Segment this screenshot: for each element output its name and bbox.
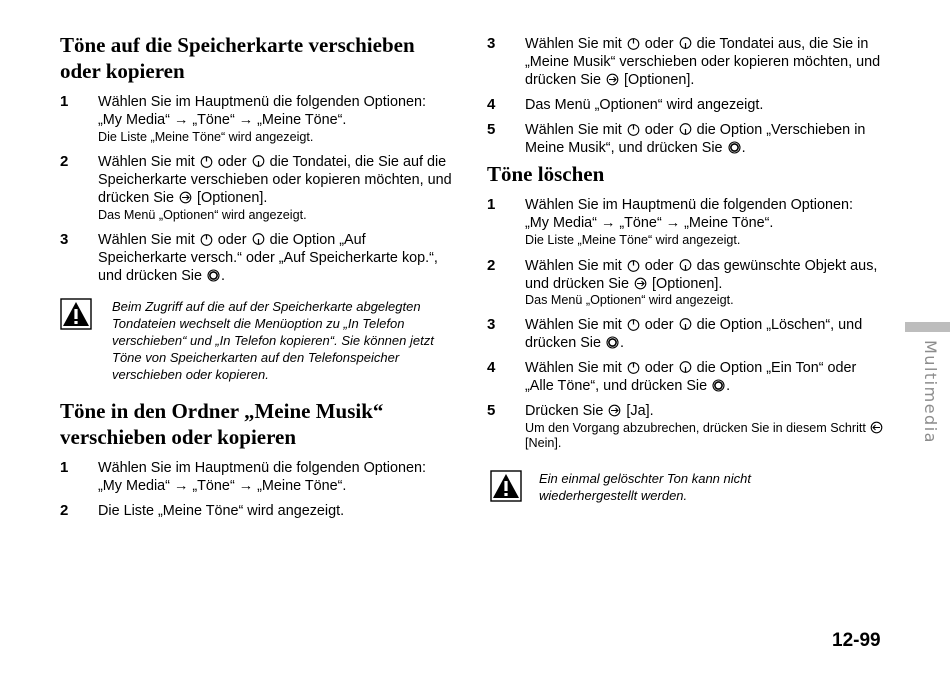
step-text: Wählen Sie im Hauptmenü die folgenden Optionen: „My Media“ → „Töne“ → „Meine Töne“.	[98, 460, 426, 494]
center-key-icon	[728, 141, 741, 154]
down-key-icon	[679, 361, 692, 374]
step-text: Wählen Sie mit oder die Tondatei aus, die Sie in „Meine Musik“ verschieben oder kopieren möchten, und drücken Sie [Optionen].	[525, 36, 881, 88]
step-number: 3	[487, 35, 496, 52]
step-number: 3	[487, 316, 496, 333]
step-text: Wählen Sie mit oder das gewünschte Objekt aus, und drücken Sie [Optionen].	[525, 258, 878, 292]
step-note: Das Menü „Optionen“ wird angezeigt.	[98, 208, 307, 222]
chapter-tab-bar	[905, 322, 950, 332]
step-text: Wählen Sie mit oder die Option „Ein Ton“ oder „Alle Töne“, und drücken Sie .	[525, 360, 857, 394]
page-number: 12-99	[832, 630, 881, 651]
up-key-icon	[627, 318, 640, 331]
up-key-icon	[200, 155, 213, 168]
down-key-icon	[679, 123, 692, 136]
up-key-icon	[200, 233, 213, 246]
step-number: 4	[487, 96, 496, 113]
warning-triangle-icon	[60, 298, 92, 330]
section-heading-move-to-card: Töne auf die Speicherkarte verschieben oder kopieren	[60, 33, 415, 83]
warning-text: Ein einmal gelöschter Ton kann nicht wiederhergestellt werden.	[539, 471, 751, 503]
step-number: 4	[487, 359, 496, 376]
down-key-icon	[679, 318, 692, 331]
section-heading-delete: Töne löschen	[487, 162, 605, 186]
step-text: Drücken Sie [Ja].	[525, 403, 654, 419]
right-softkey-icon	[608, 404, 621, 417]
step-text: Wählen Sie im Hauptmenü die folgenden Optionen: „My Media“ → „Töne“ → „Meine Töne“.	[98, 94, 426, 128]
center-key-icon	[207, 269, 220, 282]
step-text: Wählen Sie im Hauptmenü die folgenden Optionen: „My Media“ → „Töne“ → „Meine Töne“.	[525, 197, 853, 231]
down-key-icon	[252, 233, 265, 246]
left-softkey-icon	[870, 421, 883, 434]
right-softkey-icon	[634, 277, 647, 290]
right-softkey-icon	[606, 73, 619, 86]
up-key-icon	[627, 37, 640, 50]
step-text: Die Liste „Meine Töne“ wird angezeigt.	[98, 503, 345, 519]
step-number: 2	[60, 502, 69, 519]
center-key-icon	[712, 379, 725, 392]
up-key-icon	[627, 259, 640, 272]
section-heading-move-to-music: Töne in den Ordner „Meine Musik“ verschieben oder kopieren	[60, 399, 384, 449]
step-note: Die Liste „Meine Töne“ wird angezeigt.	[98, 130, 314, 144]
step-text: Wählen Sie mit oder die Option „Auf Speicherkarte versch.“ oder „Auf Speicherkarte kop.“, und drücken Sie .	[98, 232, 438, 284]
step-text: Das Menü „Optionen“ wird angezeigt.	[525, 97, 764, 113]
step-text: Wählen Sie mit oder die Option „Löschen“, und drücken Sie .	[525, 317, 863, 351]
chapter-tab-label: Multimedia	[921, 340, 940, 444]
step-number: 1	[60, 93, 69, 110]
up-key-icon	[627, 361, 640, 374]
center-key-icon	[606, 336, 619, 349]
down-key-icon	[679, 259, 692, 272]
step-text: Wählen Sie mit oder die Tondatei, die Sie auf die Speicherkarte verschieben oder kopieren möchten, und drücken Sie [Optionen].	[98, 154, 452, 206]
step-number: 1	[60, 459, 69, 476]
warning-text: Beim Zugriff auf die auf der Speicherkarte abgelegten Tondateien wechselt die Menüoption zu „In Telefon verschieben“ und „In Telefon kopieren“. Sie können jetzt Töne von Speicherkarten auf den Telefonspeicher verschieben oder kopieren.	[112, 299, 434, 382]
up-key-icon	[627, 123, 640, 136]
warning-triangle-icon	[490, 470, 522, 502]
step-note: Um den Vorgang abzubrechen, drücken Sie in diesem Schritt [Nein].	[525, 421, 885, 451]
down-key-icon	[679, 37, 692, 50]
step-number: 1	[487, 196, 496, 213]
step-note: Die Liste „Meine Töne“ wird angezeigt.	[525, 233, 741, 247]
down-key-icon	[252, 155, 265, 168]
step-text: Wählen Sie mit oder die Option „Verschieben in Meine Musik“, und drücken Sie .	[525, 122, 866, 156]
step-number: 2	[60, 153, 69, 170]
step-note: Das Menü „Optionen“ wird angezeigt.	[525, 293, 734, 307]
step-number: 3	[60, 231, 69, 248]
step-number: 5	[487, 402, 496, 419]
step-number: 5	[487, 121, 496, 138]
right-softkey-icon	[179, 191, 192, 204]
step-number: 2	[487, 257, 496, 274]
